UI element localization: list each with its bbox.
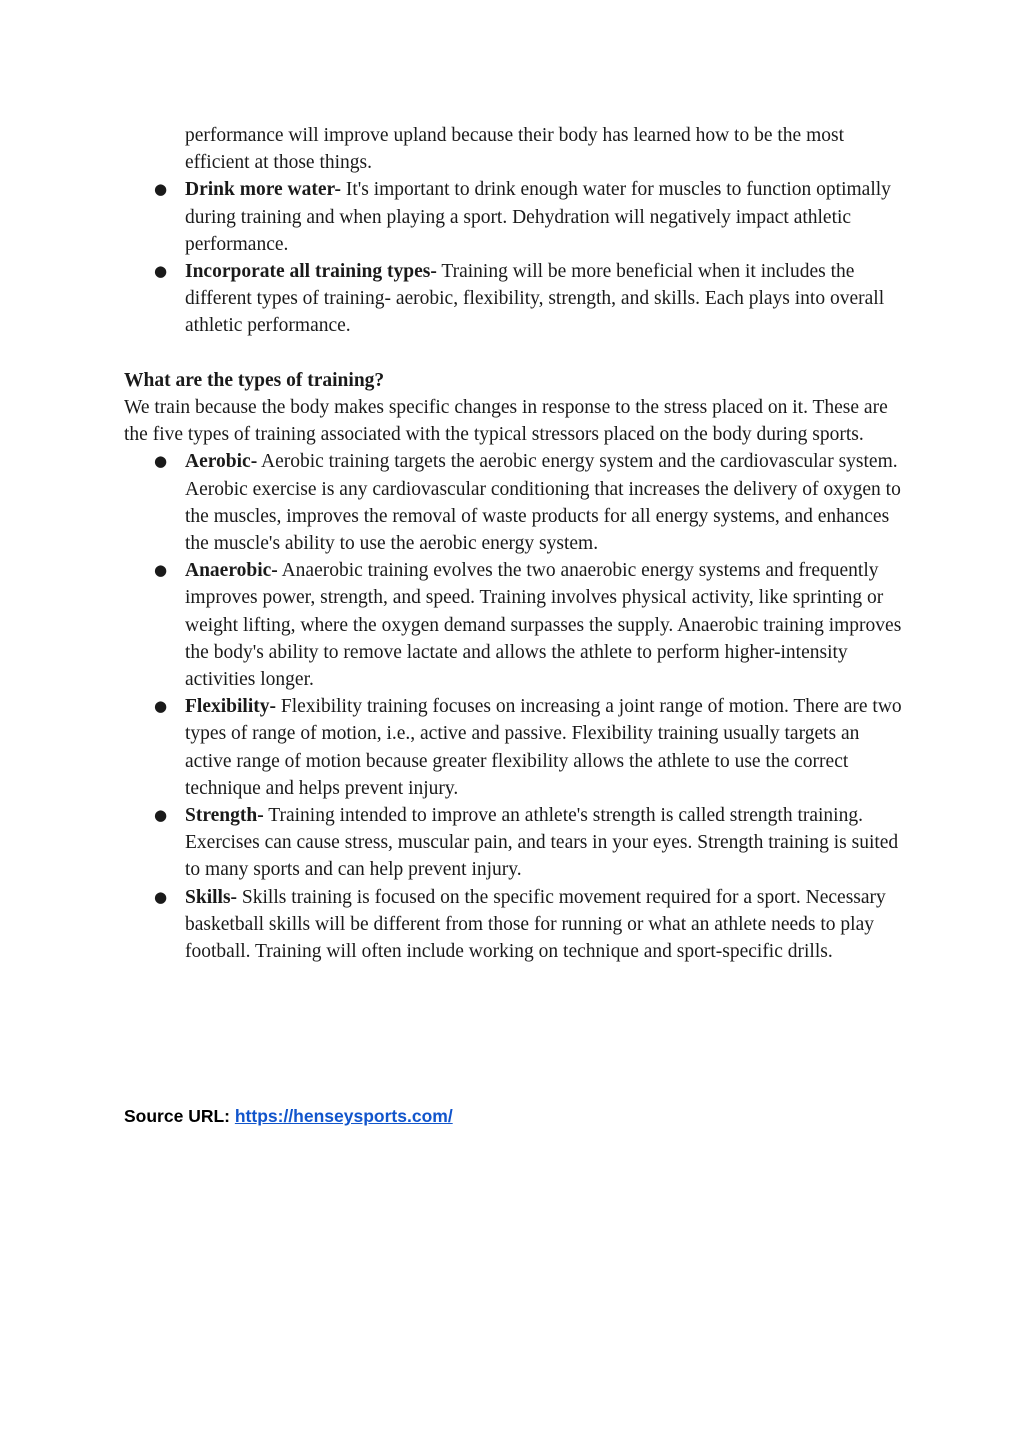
- bullet-icon: ●: [154, 697, 168, 716]
- training-types-list: [124, 448, 904, 965]
- tip-text: Training will be more beneficial when it includes the different types of training- aerobic, flexibility, strength, and skills. Each plays into overall athletic performance.: [185, 261, 885, 337]
- tip-term: Drink more water-: [185, 179, 341, 201]
- section-heading: What are the types of training?: [124, 369, 385, 391]
- training-term: Aerobic-: [185, 451, 258, 473]
- list-item: [124, 693, 904, 802]
- section-intro: We train because the body makes specific changes in response to the stress placed on it. These are the five types of training associated with the typical stressors placed on the body during sports.: [124, 397, 888, 446]
- tip-text: It's important to drink enough water for muscles to function optimally during training and when playing a sport. Dehydration will negatively impact athletic performance.: [185, 179, 891, 255]
- list-item: [124, 448, 904, 557]
- training-text: Flexibility training focuses on increasing a joint range of motion. There are two types of range of motion, i.e., active and passive. Flexibility training usually targets an active range of motion because greater flexibility allows the athlete to use the correct technique and helps prevent injury.: [185, 696, 902, 799]
- list-item: [124, 802, 904, 884]
- bullet-icon: ●: [154, 806, 168, 825]
- bullet-icon: ●: [154, 180, 168, 199]
- tips-list: [124, 176, 904, 339]
- source-link[interactable]: https://henseysports.com/: [234, 1106, 453, 1126]
- tip-term: Incorporate all training types-: [185, 261, 437, 283]
- training-text: Anaerobic training evolves the two anaerobic energy systems and frequently improves power, strength, and speed. Training involves physical activity, like sprinting or weight lifting, where the oxygen demand surpasses the supply. Anaerobic training improves the body's ability to remove lactate and allows the athlete to perform higher-intensity activities longer.: [185, 560, 902, 691]
- bullet-icon: ●: [154, 452, 168, 471]
- training-term: Strength-: [185, 805, 264, 827]
- bullet-icon: ●: [154, 887, 168, 906]
- list-item: [124, 884, 904, 966]
- list-item: [124, 258, 904, 340]
- training-text: Aerobic training targets the aerobic energy system and the cardiovascular system. Aerobic exercise is any cardiovascular conditioning that increases the delivery of oxygen to the muscles, improves the removal of waste products for all energy systems, and enhances the muscle's ability to use the aerobic energy system.: [185, 451, 901, 555]
- training-text: Training intended to improve an athlete's strength is called strength training. Exercises can cause stress, muscular pain, and tears in your eyes. Strength training is suited to many sports and can help prevent injury.: [185, 805, 899, 881]
- list-item: [124, 557, 904, 693]
- bullet-icon: ●: [154, 561, 168, 580]
- source-line: [124, 1103, 453, 1129]
- bullet-icon: ●: [154, 262, 168, 281]
- training-text: Skills training is focused on the specific movement required for a sport. Necessary basketball skills will be different from those for running or what an athlete needs to play football. Training will often include working on technique and sport-specific drills.: [185, 886, 886, 963]
- document-body: [124, 122, 904, 965]
- training-term: Flexibility-: [185, 696, 276, 718]
- source-label: Source URL:: [124, 1106, 230, 1126]
- continued-paragraph: performance will improve upland because their body has learned how to be the most efficient at those things.: [185, 125, 845, 174]
- training-term: Skills-: [185, 886, 238, 908]
- list-item: [124, 176, 904, 258]
- training-term: Anaerobic-: [185, 560, 278, 582]
